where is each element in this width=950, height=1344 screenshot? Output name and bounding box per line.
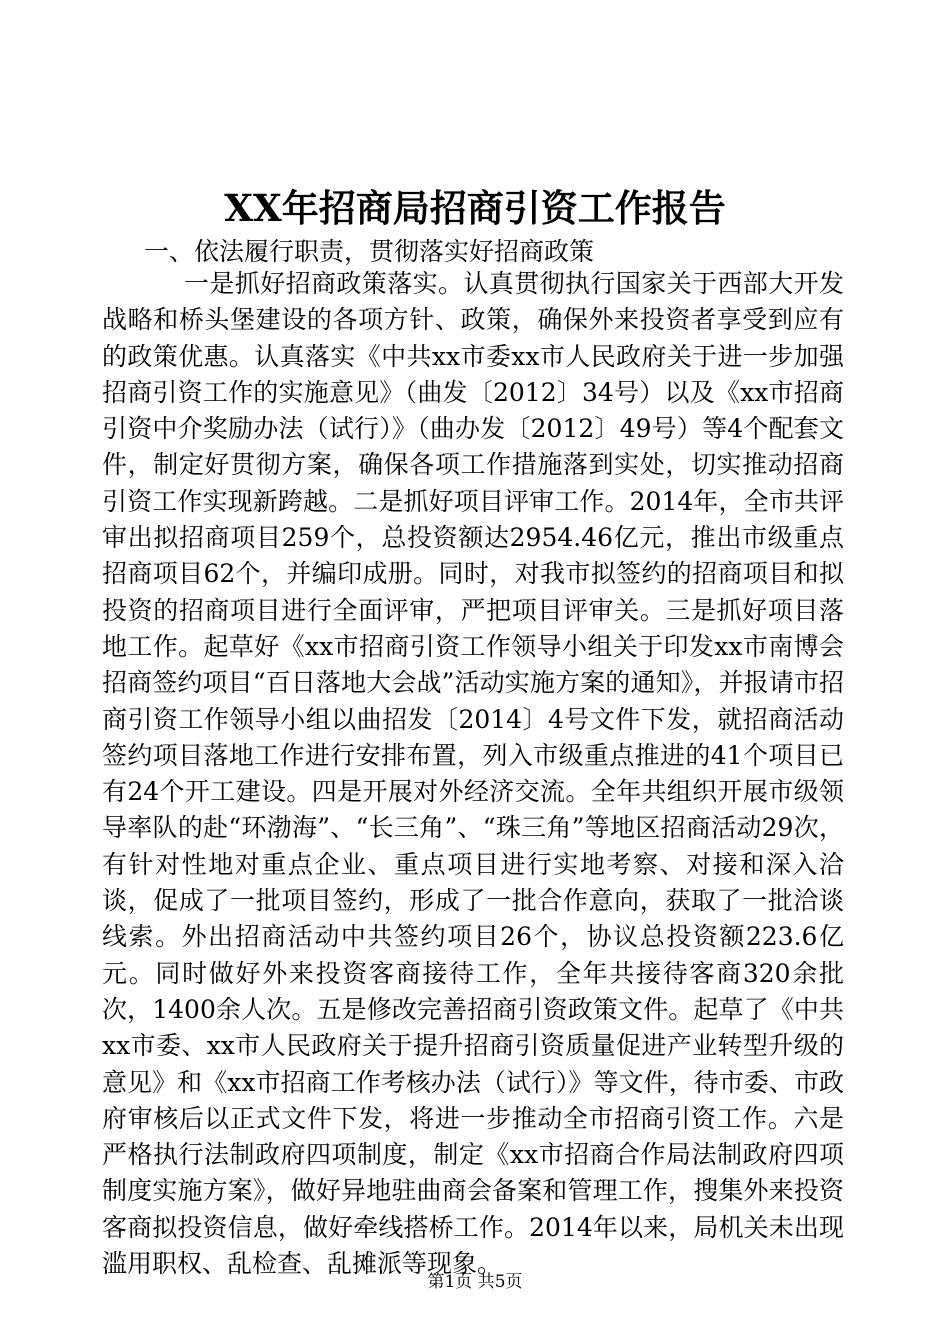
- page-footer: 第1页 共5页: [427, 1272, 523, 1292]
- section-heading: 一、依法履行职责，贯彻落实好招商政策: [144, 237, 595, 266]
- document-title: XX年招商局招商引资工作报告: [224, 186, 726, 230]
- body-paragraph: 一是抓好招商政策落实。认真贯彻执行国家关于西部大开发战略和桥头堡建设的各项方针、政策，确保外来投资者享受到应有的政策优惠。认真落实《中共xx市委xx市人民政府关于进一步加强招商引资工作的实施意见》（曲发〔2012〕34号）以及《xx市招商引资中介奖励办法（试行）》（曲办发〔2012〕49号）等4个配套文件，制定好贯彻方案，确保各项工作措施落到实处，切实推动招商引资工作实现新跨越。二是抓好项目评审工作。2014年，全市共评审出拟招商项目259个，总投资额达2954.46亿元，推出市级重点招商项目62个，并编印成册。同时，对我市拟签约的招商项目和拟投资的招商项目进行全面评审，严把项目评审关。三是抓好项目落地工作。起草好《xx市招商引资工作领导小组关于印发xx市南博会招商签约项目“百日落地大会战”活动实施方案的通知》，并报请市招商引资工作领导小组以曲招发〔2014〕4号文件下发，就招商活动签约项目落地工作进行安排布置，列入市级重点推进的41个项目已有24个开工建设。四是开展对外经济交流。全年共组织开展市级领导率队的赴“环渤海”、“长三角”、“珠三角”等地区招商活动29次，有针对性地对重点企业、重点项目进行实地考察、对接和深入洽谈，促成了一批项目签约，形成了一批合作意向，获取了一批洽谈线索。外出招商活动中共签约项目26个，协议总投资额223.6亿元。同时做好外来投资客商接待工作，全年共接待客商320余批次，1400余人次。五是修改完善招商引资政策文件。起草了《中共xx市委、xx市人民政府关于提升招商引资质量促进产业转型升级的意见》和《xx市招商工作考核办法（试行）》等文件，待市委、市政府审核后以正式文件下发，将进一步推动全市招商引资工作。六是严格执行法制政府四项制度，制定《xx市招商合作局法制政府四项制度实施方案》，做好异地驻曲商会备案和管理工作，搜集外来投资客商拟投资信息，做好牵线搭桥工作。2014年以来，局机关未出现滥用职权、乱检查、乱摊派等现象。: [102, 269, 844, 1279]
